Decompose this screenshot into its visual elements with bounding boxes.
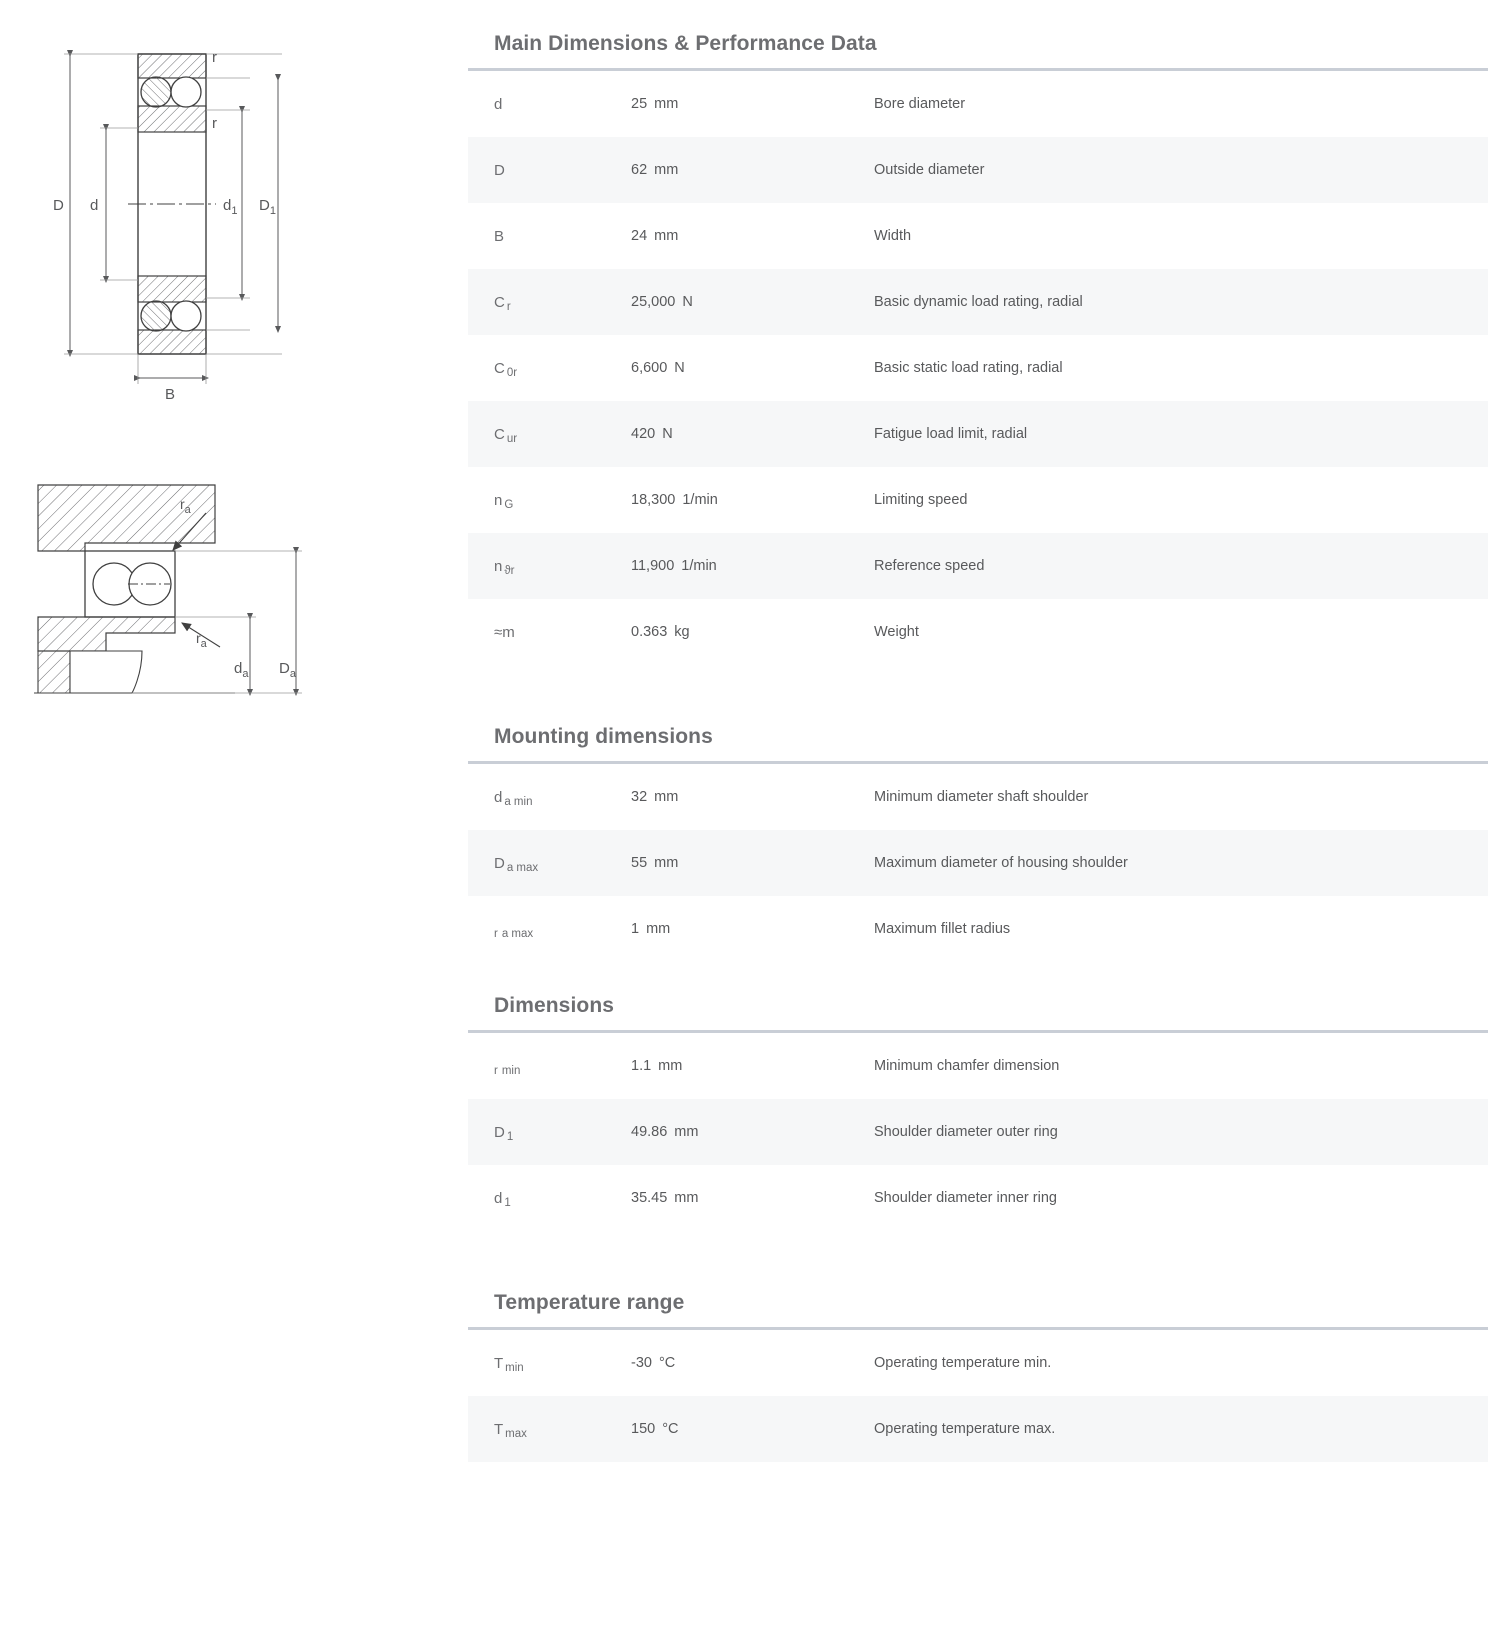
table-row (468, 764, 1488, 830)
row-symbol: $_r$ $_{min}$ (494, 1064, 521, 1077)
svg-text:ra: $r_a$ (196, 630, 207, 650)
row-description: Minimum diameter shaft shoulder (874, 789, 1089, 805)
table-row (468, 269, 1488, 335)
row-symbol: C $_{ur}$ (494, 425, 518, 445)
section-title: Temperature range (494, 1291, 685, 1314)
row-symbol: D $_1$ (494, 1123, 514, 1143)
svg-text:r: r (212, 115, 217, 132)
row-description: Width (874, 228, 912, 244)
table-row (468, 71, 1488, 137)
data-table (468, 761, 1488, 962)
row-value: -30 °C (631, 1355, 676, 1371)
section-temperature-range (468, 1291, 1488, 1462)
row-description: Maximum diameter of housing shoulder (874, 855, 1128, 871)
row-value: 1 mm (631, 921, 671, 937)
data-table (468, 1030, 1488, 1231)
row-value: 24 mm (631, 228, 679, 244)
row-symbol: D $_{a max}$ (494, 854, 539, 874)
row-description: Fatigue load limit, radial (874, 426, 1028, 442)
row-value: 49.86 mm (631, 1124, 699, 1140)
row-symbol: n $_{ϑr}$ (494, 557, 515, 577)
drawings-column (0, 0, 468, 1634)
table-row (468, 401, 1488, 467)
row-description: Operating temperature min. (874, 1355, 1052, 1371)
row-value: 35.45 mm (631, 1190, 699, 1206)
table-row (468, 1099, 1488, 1165)
row-description: Bore diameter (874, 96, 966, 112)
section-main-dimensions (468, 32, 1488, 665)
table-row (468, 467, 1488, 533)
row-value: 6,600 N (631, 360, 685, 376)
section-spacer (468, 1235, 1488, 1291)
row-symbol: C $_{0r}$ (494, 359, 518, 379)
table-row (468, 1396, 1488, 1462)
row-value: 420 N (631, 426, 673, 442)
row-description: Limiting speed (874, 492, 968, 508)
row-description: Basic static load rating, radial (874, 360, 1063, 376)
row-value: 25,000 N (631, 294, 693, 310)
section-mounting-dimensions (468, 725, 1488, 962)
svg-text:da: $d_a$ (234, 660, 249, 680)
row-symbol: d $_1$ (494, 1189, 511, 1209)
row-symbol: T $_{max}$ (494, 1420, 527, 1440)
table-row (468, 137, 1488, 203)
row-value: 25 mm (631, 96, 679, 112)
row-symbol: T $_{min}$ (494, 1354, 524, 1374)
row-value: 11,900 1/min (631, 558, 717, 574)
row-value: 32 mm (631, 789, 679, 805)
table-row (468, 1033, 1488, 1099)
row-symbol: n $_G$ (494, 491, 514, 511)
row-description: Shoulder diameter inner ring (874, 1190, 1057, 1206)
row-symbol: d $_{a min}$ (494, 788, 533, 808)
bearing-mounting-drawing (10, 455, 360, 730)
row-description: Outside diameter (874, 162, 985, 178)
table-row (468, 1165, 1488, 1231)
svg-text:d: d (90, 197, 99, 214)
row-symbol: C $_r$ (494, 293, 511, 313)
row-description: Basic dynamic load rating, radial (874, 294, 1083, 310)
row-description: Reference speed (874, 558, 985, 574)
row-symbol: D (494, 161, 505, 179)
section-title: Mounting dimensions (494, 725, 713, 748)
table-row (468, 896, 1488, 962)
row-value: 1.1 mm (631, 1058, 683, 1074)
row-value: 18,300 1/min (631, 492, 718, 508)
svg-text:r: r (212, 49, 217, 66)
section-spacer (468, 669, 1488, 725)
section-title: Main Dimensions & Performance Data (494, 32, 877, 55)
table-row (468, 599, 1488, 665)
section-spacer (468, 966, 1488, 994)
svg-text:d1: $d_1$ (223, 197, 238, 217)
row-description: Weight (874, 624, 919, 640)
svg-text:ra: $r_a$ (180, 496, 191, 516)
data-table (468, 1327, 1488, 1462)
bearing-cross-section-drawing (20, 18, 340, 423)
data-column (468, 0, 1488, 1634)
row-value: 150 °C (631, 1421, 679, 1437)
row-value: 0.363 kg (631, 624, 690, 640)
row-description: Operating temperature max. (874, 1421, 1056, 1437)
section-dimensions (468, 994, 1488, 1231)
data-table (468, 68, 1488, 665)
svg-text:B: B (165, 386, 176, 403)
row-symbol: B (494, 227, 505, 245)
table-row (468, 1330, 1488, 1396)
table-row (468, 830, 1488, 896)
svg-text:D: D (53, 197, 64, 214)
row-symbol: ≈m (494, 623, 515, 641)
table-row (468, 335, 1488, 401)
section-title: Dimensions (494, 994, 615, 1017)
row-symbol: d (494, 95, 503, 113)
svg-text:Da: $D_a$ (279, 660, 296, 680)
table-row (468, 533, 1488, 599)
row-value: 62 mm (631, 162, 679, 178)
row-description: Maximum fillet radius (874, 921, 1011, 937)
row-description: Shoulder diameter outer ring (874, 1124, 1058, 1140)
table-row (468, 203, 1488, 269)
row-value: 55 mm (631, 855, 679, 871)
svg-text:D1: $D_1$ (259, 197, 276, 217)
row-symbol: $_r$ $_{a max}$ (494, 927, 534, 940)
row-description: Minimum chamfer dimension (874, 1058, 1060, 1074)
